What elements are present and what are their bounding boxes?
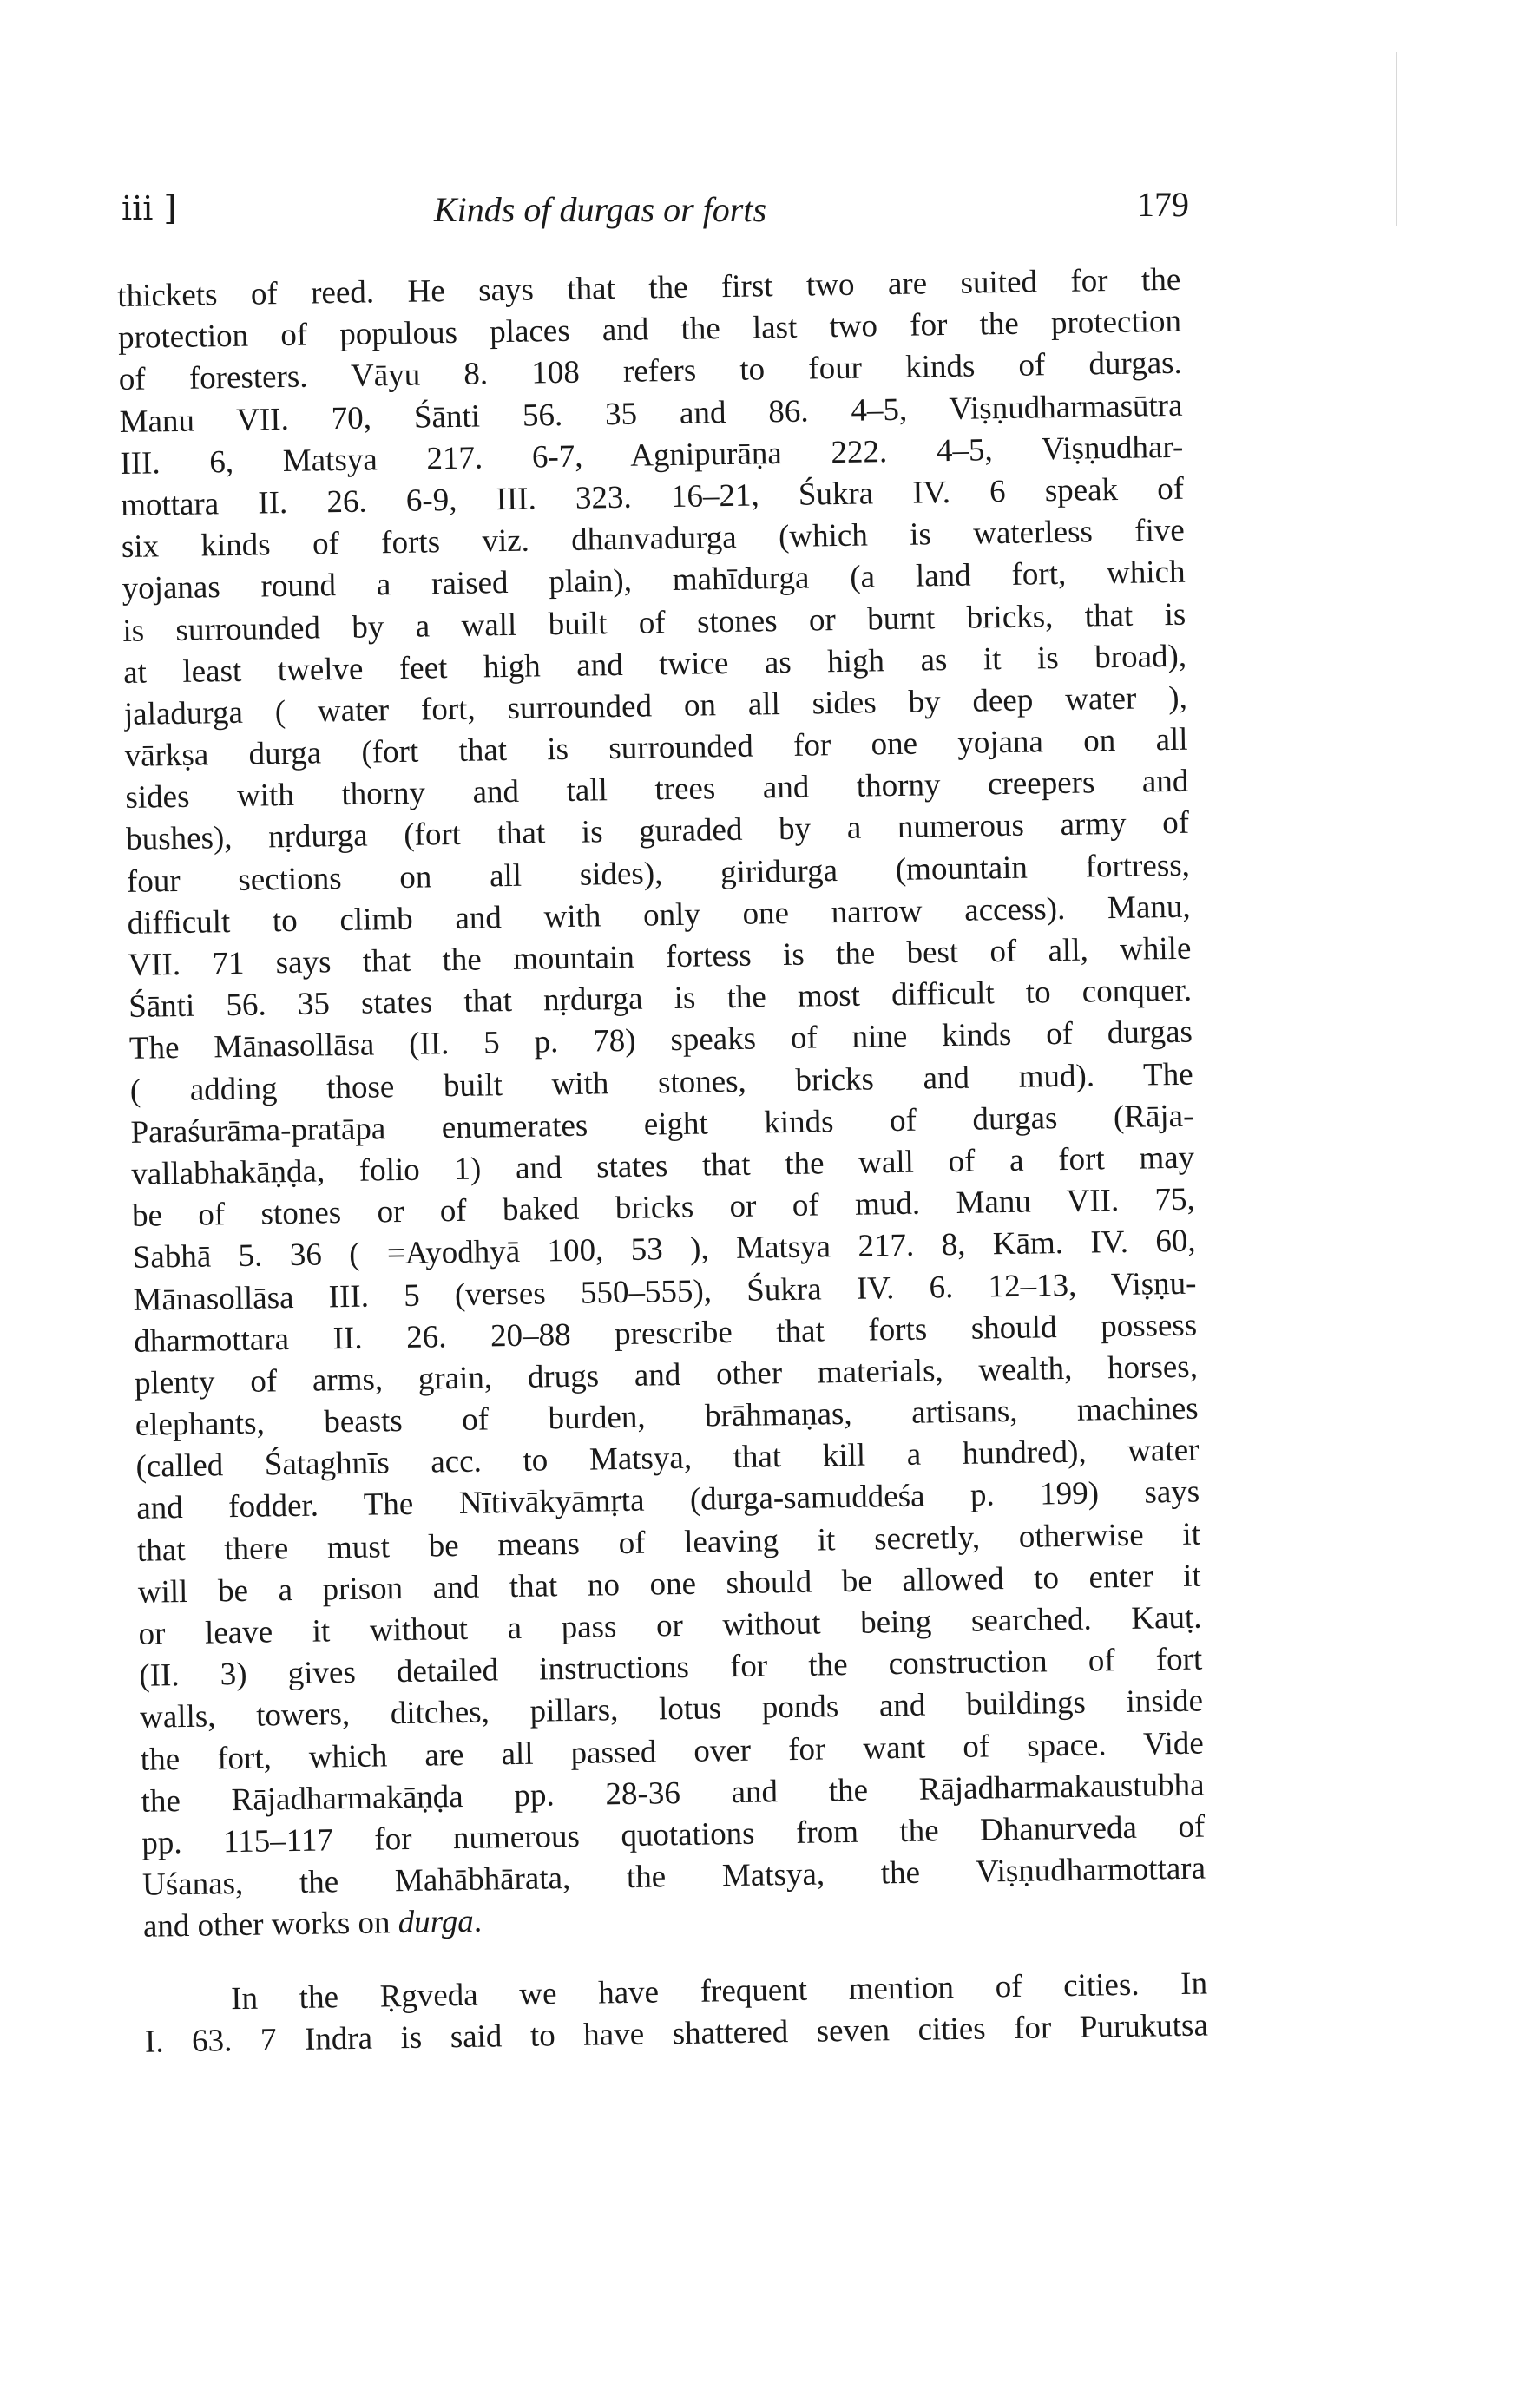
text-line: will be a prison and that no one should be allowed to enter it [137, 1558, 1202, 1611]
text-line: ( adding those built with stones, bricks and mud). The [129, 1056, 1193, 1109]
page-number: 179 [1137, 185, 1189, 224]
text-line: jaladurga ( water fort, surrounded on all sides by deep water ), [123, 679, 1188, 732]
text-line: plenty of arms, grain, drugs and other materials, wealth, horses, [134, 1348, 1199, 1401]
text-line: yojanas round a raised plain), mahīdurga (a land fort, which [122, 554, 1186, 607]
text-line: the fort, which are all passed over for want of space. Vide [140, 1725, 1205, 1778]
last-line-italic-term: durga [398, 1904, 475, 1941]
text-line: (II. 3) gives detailed instructions for the construction of fort [139, 1641, 1203, 1694]
running-title: Kinds of durgas or forts [434, 190, 767, 229]
chapter-number: iii ] [122, 189, 177, 227]
text-line: vārkṣa durga (fort that is surrounded for one yojana on all [124, 721, 1188, 774]
text-line: protection of populous places and the last two for the protection [117, 303, 1182, 357]
paragraph-2 [144, 1963, 1208, 2064]
text-line: pp. 115–117 for numerous quotations from the Dhanurveda of [141, 1808, 1206, 1861]
text-line: bushes), nṛdurga (fort that is guraded by a numerous army of [125, 805, 1190, 858]
text-line: III. 6, Matsya 217. 6-7, Agnipurāṇa 222. 4–5, Viṣṇudhar- [120, 429, 1184, 482]
text-line: Sabhā 5. 36 ( =Ayodhyā 100, 53 ), Matsya 217. 8, Kām. IV. 60, [132, 1223, 1196, 1276]
last-line-punctuation: . [473, 1903, 483, 1940]
body-text [117, 259, 1208, 2064]
text-line: Paraśurāma-pratāpa enumerates eight kinds of durgas (Rāja- [130, 1098, 1194, 1151]
text-line: the Rājadharmakāṇḍa pp. 28-36 and the Rājadharmakaustubha [141, 1767, 1205, 1820]
text-line: walls, towers, ditches, pillars, lotus ponds and buildings inside [139, 1683, 1204, 1736]
page-header [122, 185, 1224, 241]
text-line: and fodder. The Nītivākyāmṛta (durga-samuddeśa p. 199) says [135, 1474, 1200, 1527]
text-line: elephants, beasts of burden, brāhmaṇas, artisans, machines [135, 1390, 1199, 1443]
text-line: In the Ṛgveda we have frequent mention of cities. In [230, 1965, 1208, 2017]
text-line: four sections on all sides), giridurga (mountain fortress, [126, 847, 1191, 900]
text-line: difficult to climb and with only one narrow access). Manu, [127, 889, 1191, 942]
text-line: dharmottara II. 26. 20–88 prescribe that forts should possess [133, 1307, 1198, 1360]
text-line: VII. 71 says that the mountain fortess is the best of all, while [128, 930, 1192, 983]
text-line: is surrounded by a wall built of stones or burnt bricks, that is [122, 596, 1186, 649]
text-line: sides with thorny and tall trees and thorny creepers and [125, 763, 1189, 817]
text-line: thickets of reed. He says that the first two are suited for the [117, 261, 1181, 314]
text-line: (called Śataghnīs acc. to Matsya, that kill a hundred), water [135, 1432, 1200, 1486]
text-line: that there must be means of leaving it secretly, otherwise it [136, 1516, 1201, 1569]
text-line: mottara II. 26. 6-9, III. 323. 16–21, Śukra IV. 6 speak of [120, 470, 1185, 523]
text-line: or leave it without a pass or without being searched. Kauṭ. [138, 1599, 1202, 1652]
last-line-text: and other works on [142, 1905, 399, 1945]
text-line: be of stones or of baked bricks or of mud. Manu VII. 75, [131, 1181, 1196, 1234]
text-line: vallabhakāṇḍa, folio 1) and states that the wall of a fort may [130, 1139, 1195, 1192]
paragraph-1 [117, 259, 1206, 1906]
text-line: at least twelve feet high and twice as high as it is broad), [122, 638, 1187, 691]
text-line: I. 63. 7 Indra is said to have shattered seven cities for Purukutsa [144, 2007, 1209, 2060]
margin-scan-line [1396, 52, 1397, 226]
text-line: Manu VII. 70, Śānti 56. 35 and 86. 4–5, Viṣṇudharmasūtra [119, 387, 1183, 440]
text-line: of foresters. Vāyu 8. 108 refers to four kinds of durgas. [118, 345, 1183, 398]
text-line: Śānti 56. 35 states that nṛdurga is the most difficult to conquer. [128, 972, 1193, 1026]
text-line: Uśanas, the Mahābhārata, the Matsya, the Viṣṇudharmottara [141, 1850, 1206, 1903]
text-line: Mānasollāsa III. 5 (verses 550–555), Śukra IV. 6. 12–13, Viṣṇu- [133, 1265, 1197, 1318]
text-line: The Mānasollāsa (II. 5 p. 78) speaks of nine kinds of durgas [128, 1014, 1193, 1067]
text-line: six kinds of forts viz. dhanvadurga (which is waterless five [121, 512, 1186, 566]
